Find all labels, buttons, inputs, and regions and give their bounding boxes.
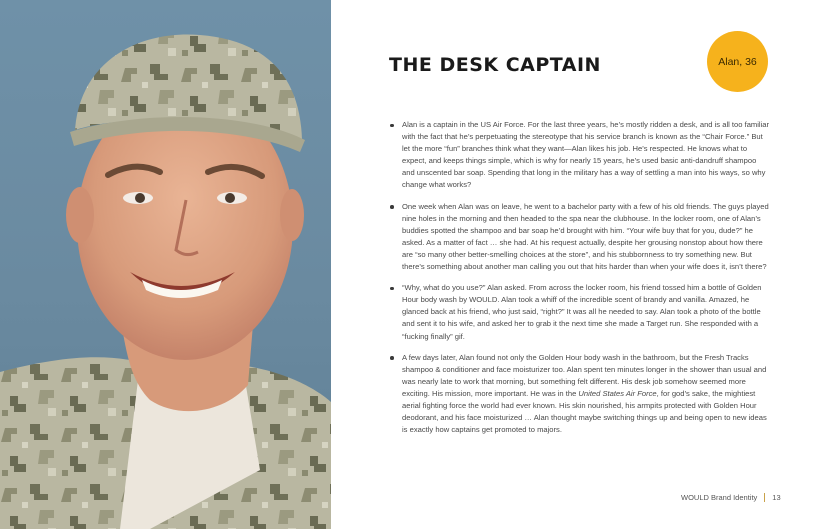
footer-brand: WOULD Brand Identity <box>681 493 758 502</box>
story-paragraph-1: Alan is a captain in the US Air Force. For the last three years, he’s mostly ridden a desk, and is all too familiar with the fact that he’s perpetuating the stereotype that his service branch is known as the “Chair Force.” But let the more “fun” branches think what they want—Alan likes his job. He’s respected. He knows what to expect, and keeps things simple, which is why for nearly 15 years, he’s used basic anti-dandruff shampoo and unscented bar soap. Spending that long in the military has a way of settling a man into his ways, so why change what works? <box>389 119 771 192</box>
footer-divider <box>764 493 765 502</box>
story-paragraph-2: One week when Alan was on leave, he went to a bachelor party with a few of his old friends. The guys played nine holes in the morning and then headed to the spa near the clubhouse. In the locker room, one of Alan’s buddies spotted the shampoo and bar soap he’d brought with him. “Your wife buy that for you, dude?” he asked. As a matter of fact … she had. At his request actually, despite her grousing nonstop about how there are “so many other better-smelling choices at the store”, and his stubbornness to try something new. But there’s something about another man calling you out that hits harder than when your wife does it, isn’t there? <box>389 201 771 274</box>
page-number: 13 <box>772 493 781 502</box>
page-title: THE DESK CAPTAIN <box>389 54 601 76</box>
portrait-photo <box>0 0 331 529</box>
story-list <box>389 119 771 445</box>
page-footer <box>681 493 781 502</box>
story-paragraph-3: “Why, what do you use?” Alan asked. From across the locker room, his friend tossed him a bottle of Golden Hour body wash by WOULD. Alan took a whiff of the incredible scent of brandy and vanilla. Amazed, he glanced back at his friend, who just said, “right?” It was all he needed to say. Alan took a photo of the bottle and sent it to his wife, and asked her to grab it the next time she made a Target run. She responded with a “fucking finally” gif. <box>389 282 771 342</box>
story-paragraph-4: A few days later, Alan found not only the Golden Hour body wash in the bathroom, but the Fresh Tracks shampoo & conditioner and face moisturizer too. Alan spent ten minutes longer in the shower than usual and was nearly late to work that morning, but something felt different. His desk job somehow seemed more exciting. His mission, more important. He was in the United States Air Force, for god’s sake, the mightiest aerial fighting force the world had ever known. His skin nourished, his armpits protected with Golden Hour deodorant, and his face moisturized … Alan thought maybe switching things up and being open to new ideas is exactly how captains get promoted to majors. <box>389 352 771 437</box>
persona-badge <box>707 31 768 92</box>
persona-badge-label: Alan, 36 <box>718 55 757 68</box>
italic-branch-name: United States Air Force <box>578 388 657 398</box>
